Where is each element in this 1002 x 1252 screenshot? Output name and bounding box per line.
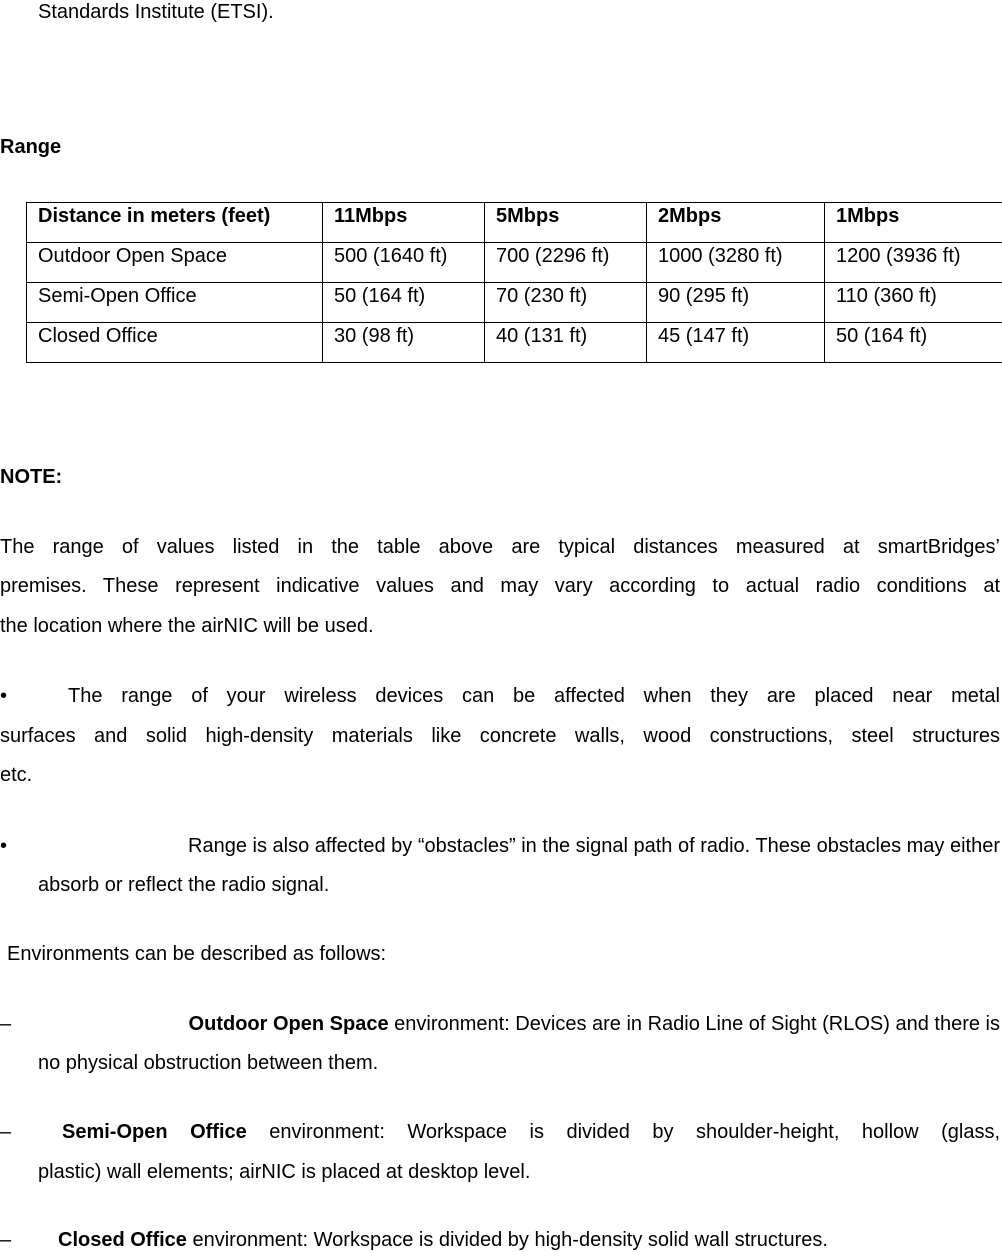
dash-icon: – (0, 1229, 12, 1251)
bullet-1-line-3: etc. (0, 764, 33, 786)
dash-icon: – (0, 1121, 12, 1143)
dash-icon: – (0, 1013, 12, 1035)
environments-intro: Environments can be described as follows: (7, 943, 387, 965)
env-outdoor-term: Outdoor Open Space (188, 1013, 389, 1035)
env-semiopen-line-2: plastic) wall elements; airNIC is placed at desktop level. (38, 1161, 531, 1183)
env-semiopen-term: Semi-Open Office (62, 1121, 247, 1143)
bullet-icon: • (0, 835, 8, 857)
table-row (27, 243, 1002, 283)
note-line-2: premises. These represent indicative values and may vary according to actual radio conditions at (0, 575, 1000, 597)
table-cell: 50 (164 ft) (825, 323, 1002, 363)
table-header-row (27, 203, 1002, 243)
table-cell: 30 (98 ft) (323, 323, 485, 363)
table-row (27, 323, 1002, 363)
table-cell: 110 (360 ft) (825, 283, 1002, 323)
table-cell: 70 (230 ft) (485, 283, 647, 323)
header-11mbps: 11Mbps (323, 203, 485, 243)
table-cell: Outdoor Open Space (27, 243, 323, 283)
bullet-2-line-2: absorb or reflect the radio signal. (38, 874, 330, 896)
bullet-2-line-1: Range is also affected by “obstacles” in the signal path of radio. These obstacles may either (188, 835, 1000, 857)
table-cell: 45 (147 ft) (647, 323, 825, 363)
header-5mbps: 5Mbps (485, 203, 647, 243)
table-cell: Closed Office (27, 323, 323, 363)
table-cell: 50 (164 ft) (323, 283, 485, 323)
table-cell: 700 (2296 ft) (485, 243, 647, 283)
note-heading: NOTE: (0, 466, 63, 488)
env-outdoor-line-2: no physical obstruction between them. (38, 1052, 379, 1074)
table-row (27, 283, 1002, 323)
table-cell: 1200 (3936 ft) (825, 243, 1002, 283)
header-2mbps: 2Mbps (647, 203, 825, 243)
env-closed-desc: environment: Workspace is divided by high-density solid wall structures. (186, 1229, 828, 1251)
range-heading: Range (0, 136, 62, 158)
table-cell: Semi-Open Office (27, 283, 323, 323)
env-closed-term: Closed Office (58, 1229, 187, 1251)
note-line-1: The range of values listed in the table above are typical distances measured at smartBridges’ (0, 536, 1000, 558)
range-table (26, 202, 1002, 363)
bullet-icon: • (0, 685, 8, 707)
table-cell: 90 (295 ft) (647, 283, 825, 323)
note-line-3: the location where the airNIC will be used. (0, 615, 374, 637)
bullet-1-line-1: The range of your wireless devices can be affected when they are placed near metal (68, 685, 1000, 707)
table-cell: 1000 (3280 ft) (647, 243, 825, 283)
env-semiopen-desc: environment: Workspace is divided by shoulder-height, hollow (glass, (246, 1121, 1001, 1143)
top-line: Standards Institute (ETSI). (38, 1, 274, 23)
env-outdoor-desc: environment: Devices are in Radio Line of Sight (RLOS) and there is (388, 1013, 1000, 1035)
header-distance: Distance in meters (feet) (27, 203, 323, 243)
table-cell: 40 (131 ft) (485, 323, 647, 363)
table-cell: 500 (1640 ft) (323, 243, 485, 283)
env-semiopen-line-1 (62, 1120, 1000, 1144)
header-1mbps: 1Mbps (825, 203, 1002, 243)
env-outdoor-line-1 (60, 1012, 1000, 1036)
bullet-1-line-2: surfaces and solid high-density materials like concrete walls, wood constructions, steel structures (0, 725, 1000, 747)
env-closed-line-1 (58, 1228, 1000, 1252)
